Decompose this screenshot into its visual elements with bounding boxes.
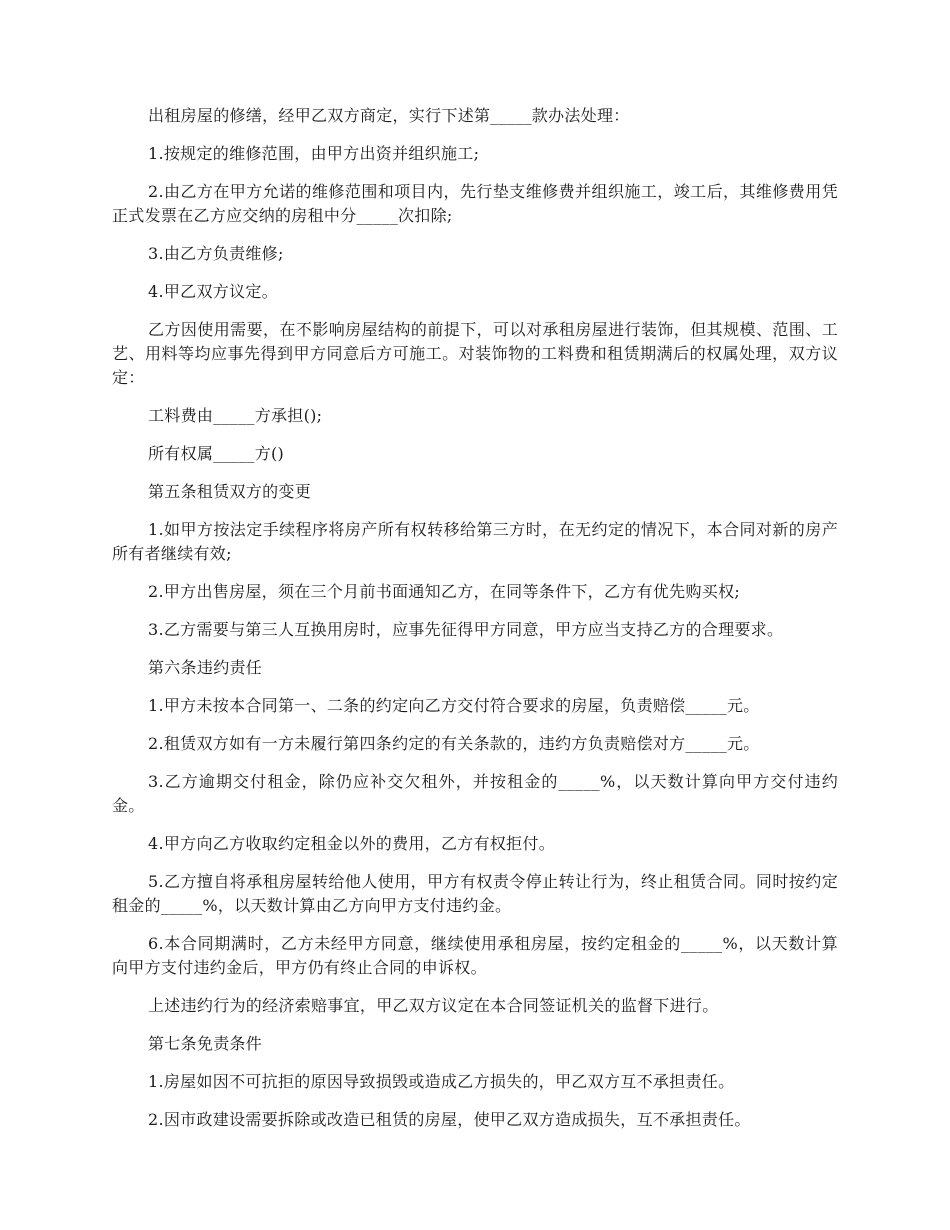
paragraph-repair-option-2: 2.由乙方在甲方允诺的维修范围和项目内，先行垫支维修费并组织施工，竣工后，其维修费用凭正式发票在乙方应交纳的房租中分_____次扣除; (112, 182, 838, 225)
paragraph-material-cost: 工料费由_____方承担(); (148, 406, 323, 425)
paragraph-change-2: 2.甲方出售房屋，须在三个月前书面通知乙方，在同等条件下，乙方有优先购买权; (148, 582, 741, 601)
paragraph-liability-1: 1.甲方未按本合同第一、二条的约定向乙方交付符合要求的房屋，负责赔偿_____元。 (148, 696, 760, 715)
paragraph-exemption-1: 1.房屋如因不可抗拒的原因导致损毁或造成乙方损失的，甲乙双方互不承担责任。 (148, 1072, 735, 1091)
paragraph-ownership: 所有权属_____方() (148, 444, 285, 463)
paragraph-liability-6: 6.本合同期满时，乙方未经甲方同意，继续使用承租房屋，按约定租金的_____%，以天数计算向甲方支付违约金后，甲方仍有终止合同的申诉权。 (112, 934, 838, 977)
paragraph-decoration: 乙方因使用需要，在不影响房屋结构的前提下，可以对承租房屋进行装饰，但其规模、范围、工艺、用料等均应事先得到甲方同意后方可施工。对装饰物的工料费和租赁期满后的权属处理，双方议定： (112, 320, 838, 387)
paragraph-liability-summary: 上述违约行为的经济索赔事宜，甲乙双方议定在本合同签证机关的监督下进行。 (148, 996, 719, 1015)
paragraph-exemption-2: 2.因市政建设需要拆除或改造已租赁的房屋，使甲乙双方造成损失，互不承担责任。 (148, 1110, 751, 1129)
paragraph-repair-option-3: 3.由乙方负责维修; (148, 244, 284, 263)
document-page (112, 104, 838, 1146)
section-heading-5: 第五条租赁双方的变更 (148, 482, 312, 501)
paragraph-liability-3: 3.乙方逾期交付租金，除仍应补交欠租外，并按租金的_____%，以天数计算向甲方交付违约金。 (112, 772, 838, 815)
paragraph-liability-4: 4.甲方向乙方收取约定租金以外的费用，乙方有权拒付。 (148, 834, 556, 853)
section-heading-7: 第七条免责条件 (148, 1034, 263, 1053)
paragraph-liability-2: 2.租赁双方如有一方未履行第四条约定的有关条款的，违约方负责赔偿对方_____元。 (148, 734, 760, 753)
paragraph-repair-option-1: 1.按规定的维修范围，由甲方出资并组织施工; (148, 144, 480, 163)
paragraph-change-3: 3.乙方需要与第三人互换用房时，应事先征得甲方同意，甲方应当支持乙方的合理要求。 (148, 620, 784, 639)
paragraph-liability-5: 5.乙方擅自将承租房屋转给他人使用，甲方有权责令停止转让行为，终止租赁合同。同时按约定租金的_____%，以天数计算由乙方向甲方支付违约金。 (112, 872, 838, 915)
paragraph-repair-method: 出租房屋的修缮，经甲乙双方商定，实行下述第_____款办法处理： (148, 106, 630, 125)
section-heading-6: 第六条违约责任 (148, 658, 263, 677)
paragraph-change-1: 1.如甲方按法定手续程序将房产所有权转移给第三方时，在无约定的情况下，本合同对新的房产所有者继续有效; (112, 520, 838, 563)
paragraph-repair-option-4: 4.甲乙双方议定。 (148, 282, 278, 301)
